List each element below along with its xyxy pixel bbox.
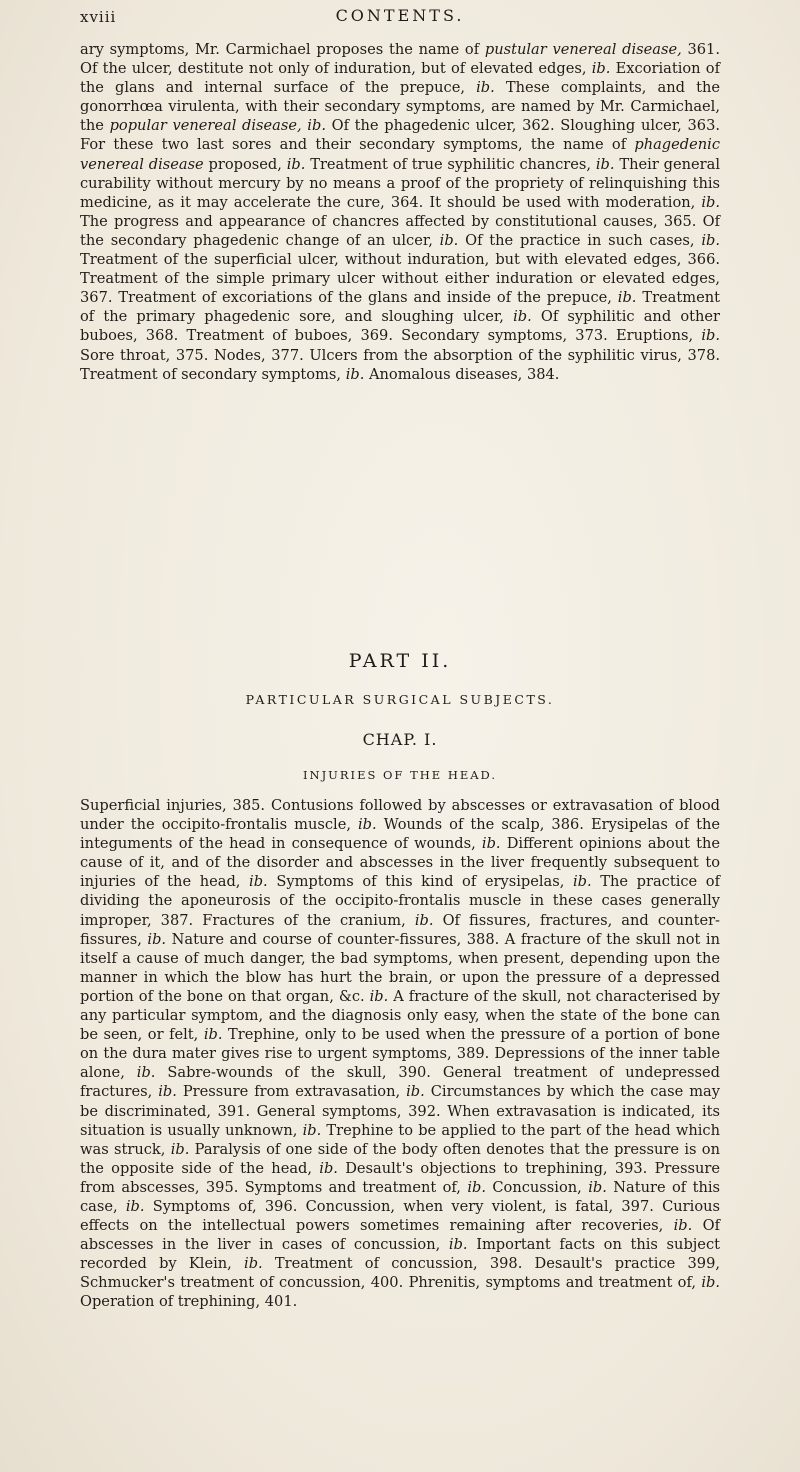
text-run: Different opinions about the cause of it, and of the disorder and abscesses in the liver frequently subsequent to injuries of the head, — [80, 835, 721, 891]
text-run: Of syphilitic and other buboes, 368. Treatment of buboes, 369. Secondary symptoms, 373. Eruptions, — [80, 308, 720, 345]
text-run: Desault's objections to trephining, 393. Pressure from abscesses, 395. Symptoms and treatment of, — [80, 1159, 720, 1196]
page-number: xviii — [80, 8, 117, 26]
italic-text-run: ib. — [203, 1026, 223, 1044]
italic-text-run: ib. — [406, 1083, 425, 1101]
text-run: Symptoms of this kind of erysipelas, — [267, 873, 573, 891]
italic-text-run: ib. — [345, 365, 365, 383]
italic-text-run: ib. — [513, 308, 532, 326]
text-run: The practice of dividing the aponeurosis of the occipito-frontalis muscle in these cases generally improper, 387. Fractures of the cranium, — [80, 873, 720, 929]
italic-text-run: ib. — [701, 1274, 720, 1292]
contents-paragraph-injuries-of-head — [80, 796, 720, 1312]
text-run: Important facts on this subject recorded by Klein, — [80, 1236, 720, 1273]
italic-text-run: ib. — [673, 1217, 693, 1235]
text-run: proposed, — [203, 155, 287, 173]
text-run: The progress and appearance of chancres affected by constitutional causes, 365. Of the secondary phagedenic change of an ulcer, — [80, 212, 720, 249]
text-run: Pressure from extravasation, — [176, 1083, 407, 1101]
text-run: Of the phagedenic ulcer, 362. Sloughing ulcer, 363. For these two last sores and their secondary symptoms, the name of — [80, 117, 720, 154]
text-run: Excoriation of the glans and internal surface of the prepuce, — [80, 60, 720, 97]
italic-text-run: ib. — [701, 231, 720, 249]
italic-text-run: ib. — [147, 930, 167, 948]
text-run: 361. Of the ulcer, destitute not only of induration, but of elevated edges, — [80, 41, 720, 78]
text-run: Treatment of the superficial ulcer, without induration, but with elevated edges, 366. Treatment of the simple primary ulcer without either induration or elevated edges, 367. Treatment of excoriations of the glans and inside of the prepuce, — [80, 251, 720, 307]
italic-text-run: ib. — [448, 1236, 468, 1254]
text-run: Sabre-wounds of the skull, 390. General treatment of undepressed fractures, — [80, 1064, 720, 1101]
italic-text-run: ib. — [481, 835, 501, 853]
italic-text-run: ib. — [591, 60, 611, 78]
text-run: Trephine to be applied to the part of the head which was struck, — [80, 1121, 720, 1158]
italic-text-run: ib. — [476, 79, 495, 97]
italic-text-run: pustular venereal disease, — [484, 41, 682, 58]
chapter-heading: CHAP. I. — [362, 730, 438, 749]
italic-text-run: ib. — [319, 1159, 338, 1177]
part-heading: PART II. — [348, 650, 452, 672]
italic-text-run: ib. — [595, 155, 615, 173]
text-run: Treatment of concussion, 398. Desault's practice 399, Schmucker's treatment of concussion, 400. Phrenitis, symptoms and treatment of, — [80, 1255, 720, 1292]
text-run: Treatment of the primary phagedenic sore, and sloughing ulcer, — [80, 289, 720, 326]
italic-text-run: ib. — [125, 1197, 145, 1215]
italic-text-run: ib. — [244, 1255, 263, 1273]
italic-text-run: ib. — [286, 155, 306, 173]
italic-text-run: ib. — [136, 1064, 156, 1082]
text-run: A fracture of the skull, not characterised by any particular symptom, and the diagnosis only easy, when the state of the bone can be seen, or felt, — [80, 987, 720, 1044]
chapter-title: INJURIES OF THE HEAD. — [302, 768, 498, 782]
text-run: Concussion, — [485, 1178, 589, 1196]
italic-text-run: ib. — [617, 289, 637, 307]
italic-text-run: phagedenic venereal disease — [80, 136, 720, 173]
text-run: ary symptoms, Mr. Carmichael proposes the name of — [80, 41, 485, 58]
text-run: Symptoms of, 396. Concussion, when very violent, is fatal, 397. Curious effects on the intellectual powers sometimes remaining after recoveries, — [80, 1197, 720, 1235]
text-run: Of fissures, fractures, and counter-fissures, — [80, 911, 720, 948]
italic-text-run: ib. — [170, 1140, 190, 1158]
text-run: Nature of this case, — [80, 1178, 721, 1215]
text-run: Of the practice in such cases, — [458, 231, 702, 249]
italic-text-run: ib. — [701, 193, 720, 211]
text-run: Sore throat, 375. Nodes, 377. Ulcers from the absorption of the syphilitic virus, 378. Treatment of secondary symptoms, — [80, 346, 720, 383]
text-run: Paralysis of one side of the body often denotes that the pressure is on the opposite side of the head, — [80, 1140, 720, 1177]
text-run: Circumstances by which the case may be discriminated, 391. General symptoms, 392. When extravasation is indicated, its situation is usually unknown, — [80, 1083, 720, 1139]
text-run: Their general curability without mercury by no means a proof of the propriety of relinquishing this medicine, as it may accelerate the cure, 364. It should be used with moderation, — [80, 155, 720, 211]
italic-text-run: ib. — [358, 816, 377, 834]
italic-text-run: ib. — [467, 1178, 486, 1196]
text-run: These complaints, and the gonorrhœa virulenta, with their secondary symptoms, are named by Mr. Carmichael, the — [80, 79, 720, 135]
italic-text-run: ib. — [158, 1083, 177, 1101]
part-subtitle: PARTICULAR SURGICAL SUBJECTS. — [245, 692, 555, 707]
text-run: Of abscesses in the liver in cases of concussion, — [80, 1217, 720, 1254]
italic-text-run: ib. — [701, 327, 720, 345]
text-run: Anomalous diseases, 384. — [364, 365, 560, 383]
running-title: CONTENTS. — [335, 6, 465, 25]
italic-text-run: ib. — [369, 987, 389, 1005]
italic-text-run: popular venereal disease, ib. — [109, 117, 326, 135]
italic-text-run: ib. — [302, 1121, 322, 1139]
running-head — [80, 6, 720, 30]
italic-text-run: ib. — [588, 1178, 607, 1196]
italic-text-run: ib. — [572, 873, 592, 891]
text-run: Nature and course of counter-fissures, 388. A fracture of the skull not in itself a cause of much danger, the bad symptoms, when present, depending upon the manner in which the blow has hurt the brain, or upon the pressure of a depressed portion of the bone on that organ, &c. — [80, 930, 720, 1005]
text-run: Treatment of true syphilitic chancres, — [305, 155, 596, 173]
contents-paragraph-part-i-continued — [80, 40, 720, 384]
text-run: Trephine, only to be used when the pressure of a portion of bone on the dura mater gives rise to urgent symptoms, 389. Depressions of the inner table alone, — [80, 1026, 720, 1082]
italic-text-run: ib. — [414, 911, 434, 929]
italic-text-run: ib. — [249, 873, 268, 891]
text-run: Operation of trephining, 401. — [80, 1293, 298, 1311]
italic-text-run: ib. — [439, 231, 459, 249]
text-run: Wounds of the scalp, 386. Erysipelas of the integuments of the head in consequence of wounds, — [80, 816, 720, 853]
text-run: Superficial injuries, 385. Contusions followed by abscesses or extravasation of blood under the occipito-frontalis muscle, — [80, 797, 720, 834]
